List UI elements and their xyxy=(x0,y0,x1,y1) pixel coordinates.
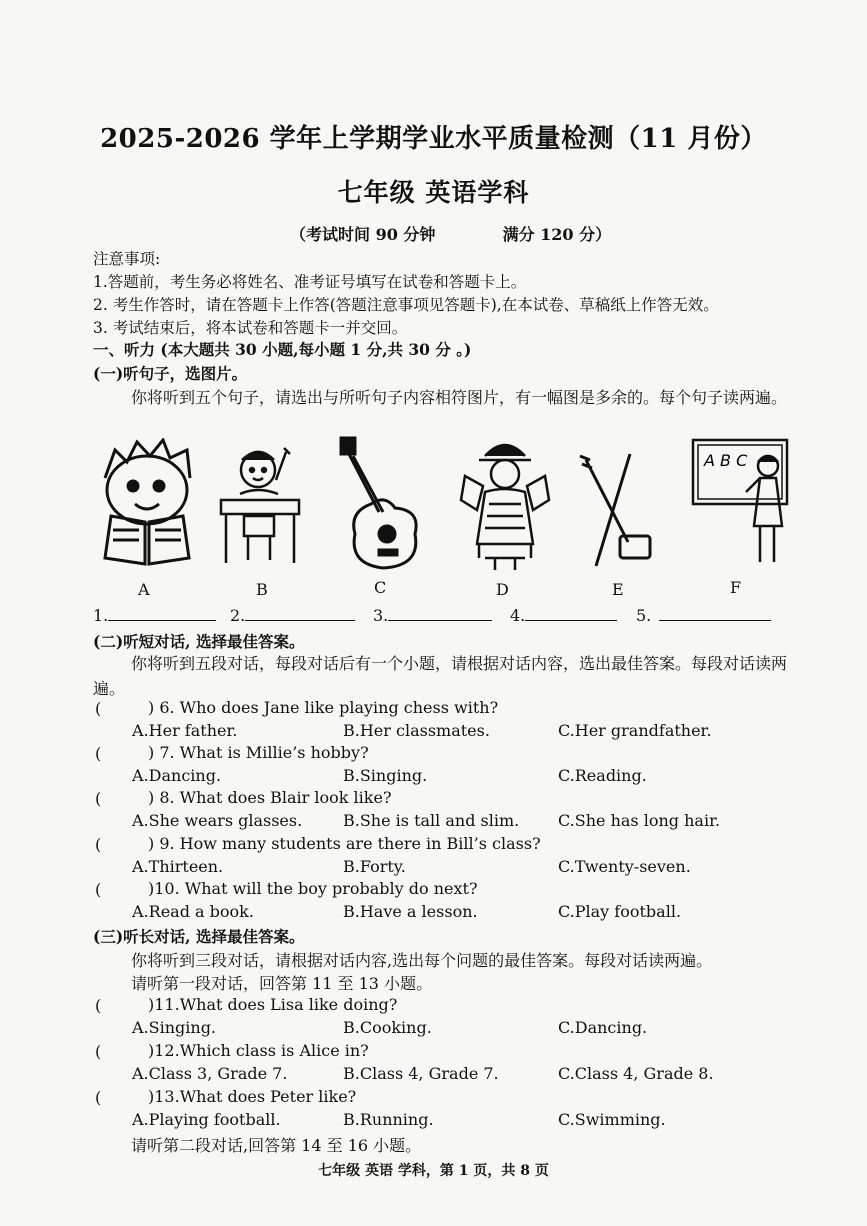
answer-paren[interactable]: ( xyxy=(95,996,102,1015)
answer-blank-1[interactable]: 1. xyxy=(93,606,216,625)
picture-label-e: E xyxy=(612,580,624,599)
answer-blank-5[interactable]: 5. xyxy=(636,606,771,625)
guitar-icon xyxy=(335,434,425,574)
note-item-2: 2. 考生作答时，请在答题卡上作答(答题注意事项见答题卡),在本试卷、草稿纸上作答无效。 xyxy=(93,296,719,314)
part1-instruction: 你将听到五个句子，请选出与所听句子内容相符图片，有一幅图是多余的。每个句子读两遍。 xyxy=(131,388,788,407)
option-a: A.Her father. xyxy=(132,721,238,740)
option-b: B.She is tall and slim. xyxy=(343,811,520,830)
answer-paren[interactable]: ( xyxy=(95,744,102,763)
option-b: B.Class 4, Grade 7. xyxy=(343,1064,499,1083)
answer-paren[interactable]: ( xyxy=(95,789,102,808)
answer-paren[interactable]: ( xyxy=(95,1042,102,1061)
exam-time: （考试时间 90 分钟 xyxy=(290,225,436,244)
option-a: A.She wears glasses. xyxy=(132,811,303,830)
option-b: B.Running. xyxy=(343,1110,434,1129)
part2-heading: (二)听短对话, 选择最佳答案。 xyxy=(93,632,305,651)
option-c: C.Twenty-seven. xyxy=(558,857,691,876)
exam-info xyxy=(290,222,611,245)
picture-label-b: B xyxy=(256,580,268,599)
question-7: ) 7. What is Millie’s hobby? xyxy=(148,743,369,762)
option-b: B.Forty. xyxy=(343,857,406,876)
question-13: )13.What does Peter like? xyxy=(148,1087,357,1106)
answer-paren[interactable]: ( xyxy=(95,835,102,854)
page-title: 2025-2026 学年上学期学业水平质量检测（11 月份） xyxy=(100,124,767,154)
option-a: A.Read a book. xyxy=(132,902,254,921)
part3-instruction: 你将听到三段对话，请根据对话内容,选出每个问题的最佳答案。每段对话读两遍。 xyxy=(131,951,713,970)
option-c: C.She has long hair. xyxy=(558,811,721,830)
answer-blank-2[interactable]: 2. xyxy=(230,606,355,625)
picture-label-d: D xyxy=(496,580,509,599)
option-a: A.Playing football. xyxy=(132,1110,281,1129)
page-subtitle: 七年级 英语学科 xyxy=(337,178,530,207)
answer-blank-4[interactable]: 4. xyxy=(510,606,617,625)
question-11: )11.What does Lisa like doing? xyxy=(148,995,398,1014)
part1-heading: (一)听句子，选图片。 xyxy=(93,364,248,383)
option-a: A.Thirteen. xyxy=(132,857,224,876)
picture-label-a: A xyxy=(138,580,150,599)
teacher-blackboard-icon xyxy=(690,436,790,571)
question-9: ) 9. How many students are there in Bill’s class? xyxy=(148,834,541,853)
option-b: B.Her classmates. xyxy=(343,721,490,740)
exam-score: 满分 120 分） xyxy=(502,225,612,244)
opera-performer-icon xyxy=(455,434,555,574)
question-8: ) 8. What does Blair look like? xyxy=(148,788,392,807)
answer-paren[interactable]: ( xyxy=(95,880,102,899)
erhu-icon xyxy=(572,450,662,580)
option-c: C.Dancing. xyxy=(558,1018,648,1037)
part3-heading: (三)听长对话, 选择最佳答案。 xyxy=(93,927,305,946)
dialog2-instruction: 请听第二段对话,回答第 14 至 16 小题。 xyxy=(131,1136,422,1155)
page-footer: 七年级 英语 学科，第 1 页，共 8 页 xyxy=(318,1163,549,1179)
question-6: ) 6. Who does Jane like playing chess with? xyxy=(148,698,499,717)
dialog1-instruction: 请听第一段对话，回答第 11 至 13 小题。 xyxy=(131,974,433,993)
question-12: )12.Which class is Alice in? xyxy=(148,1041,369,1060)
question-10: )10. What will the boy probably do next? xyxy=(148,879,478,898)
notes-heading: 注意事项: xyxy=(93,250,161,268)
answer-blank-3[interactable]: 3. xyxy=(373,606,492,625)
option-c: C.Reading. xyxy=(558,766,647,785)
option-b: B.Cooking. xyxy=(343,1018,432,1037)
option-a: A.Singing. xyxy=(132,1018,217,1037)
boy-reading-icon xyxy=(95,438,200,568)
student-raising-hand-icon xyxy=(218,438,303,568)
option-b: B.Singing. xyxy=(343,766,428,785)
option-c: C.Her grandfather. xyxy=(558,721,712,740)
note-item-3: 3. 考试结束后，将本试卷和答题卡一并交回。 xyxy=(93,319,408,337)
option-c: C.Class 4, Grade 8. xyxy=(558,1064,714,1083)
answer-paren[interactable]: ( xyxy=(95,699,102,718)
option-c: C.Play football. xyxy=(558,902,682,921)
picture-label-c: C xyxy=(374,578,387,597)
option-a: A.Dancing. xyxy=(132,766,222,785)
note-item-1: 1.答题前，考生务必将姓名、准考证号填写在试卷和答题卡上。 xyxy=(93,273,527,291)
answer-paren[interactable]: ( xyxy=(95,1088,102,1107)
part2-instruction: 你将听到五段对话，每段对话后有一个小题，请根据对话内容，选出最佳答案。每段对话读两遍。 xyxy=(93,654,788,698)
section-heading: 一、听力 (本大题共 30 小题,每小题 1 分,共 30 分 。) xyxy=(93,340,472,359)
option-c: C.Swimming. xyxy=(558,1110,666,1129)
option-b: B.Have a lesson. xyxy=(343,902,478,921)
picture-label-f: F xyxy=(730,578,742,597)
option-a: A.Class 3, Grade 7. xyxy=(132,1064,288,1083)
board-text: A B C xyxy=(704,451,748,470)
